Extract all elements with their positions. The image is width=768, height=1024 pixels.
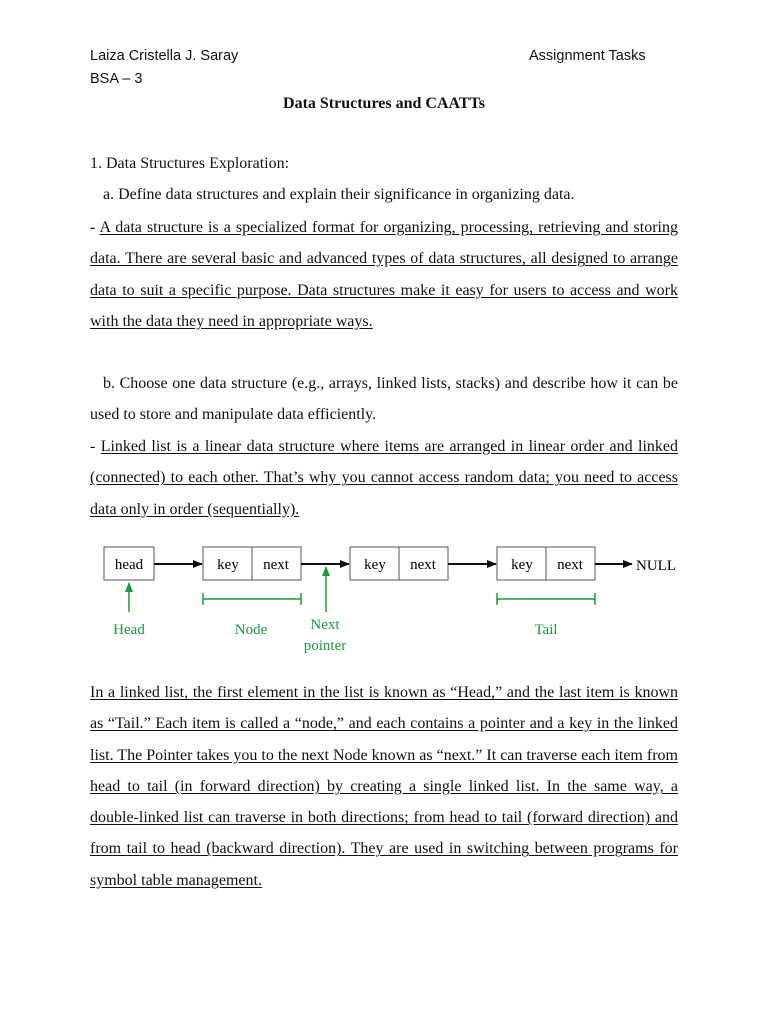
node-caption: Node (234, 622, 268, 638)
node-1-next: next (263, 557, 289, 573)
tail-caption: Tail (534, 622, 558, 638)
node-2-key: key (364, 557, 386, 573)
document-type: Assignment Tasks (529, 48, 646, 64)
linked-list-explanation: In a linked list, the first element in the list is known as “Head,” and the last item is known as “Tail.” Each item is called a “node,” and each contains a pointer and a key in the linked list. The Pointer takes you to the next Node known as “next.” It can traverse each item from head to tail (in forward direction) by creating a single linked list. In the same way, a double-linked list can traverse in both directions; from head to tail (forward direction) and from tail to head (backward direction). They are used in switching between programs for symbol table management. (90, 684, 678, 889)
head-box-label: head (114, 557, 144, 573)
head-caption: Head (113, 622, 145, 638)
next-pointer-caption-line-2: pointer (303, 638, 347, 654)
node-3-key: key (511, 557, 533, 573)
answer-b-text: Linked list is a linear data structure where items are arranged in linear order and linked (connected) to each other. That’s why you cannot access random data; you need to access data only in order (sequentially). (90, 438, 678, 518)
question-heading: 1. Data Structures Exploration: (90, 155, 290, 172)
null-label: NULL (636, 558, 676, 574)
section-label: BSA – 3 (90, 71, 143, 87)
answer-b-dash: - (90, 438, 101, 455)
answer-a-dash: - (90, 219, 100, 236)
linked-list-diagram (0, 530, 768, 660)
next-pointer-caption-line-1: Next (310, 617, 340, 633)
question-a-prompt: a. Define data structures and explain their significance in organizing data. (103, 186, 575, 203)
author-name: Laiza Cristella J. Saray (90, 48, 239, 64)
node-2-next: next (410, 557, 436, 573)
node-1-key: key (217, 557, 239, 573)
node-3-next: next (557, 557, 583, 573)
page-title: Data Structures and CAATTs (283, 95, 485, 112)
answer-a-text: A data structure is a specialized format for organizing, processing, retrieving and storing data. There are several basic and advanced types of data structures, all designed to arrange data to suit a specific purpose. Data structures make it easy for users to access and work with the data they need in appropriate ways. (90, 219, 679, 330)
answer-a (90, 212, 678, 337)
answer-b (90, 431, 678, 525)
question-b-prompt: b. Choose one data structure (e.g., arrays, linked lists, stacks) and describe how it can be used to store and manipulate data efficiently. (90, 375, 678, 424)
